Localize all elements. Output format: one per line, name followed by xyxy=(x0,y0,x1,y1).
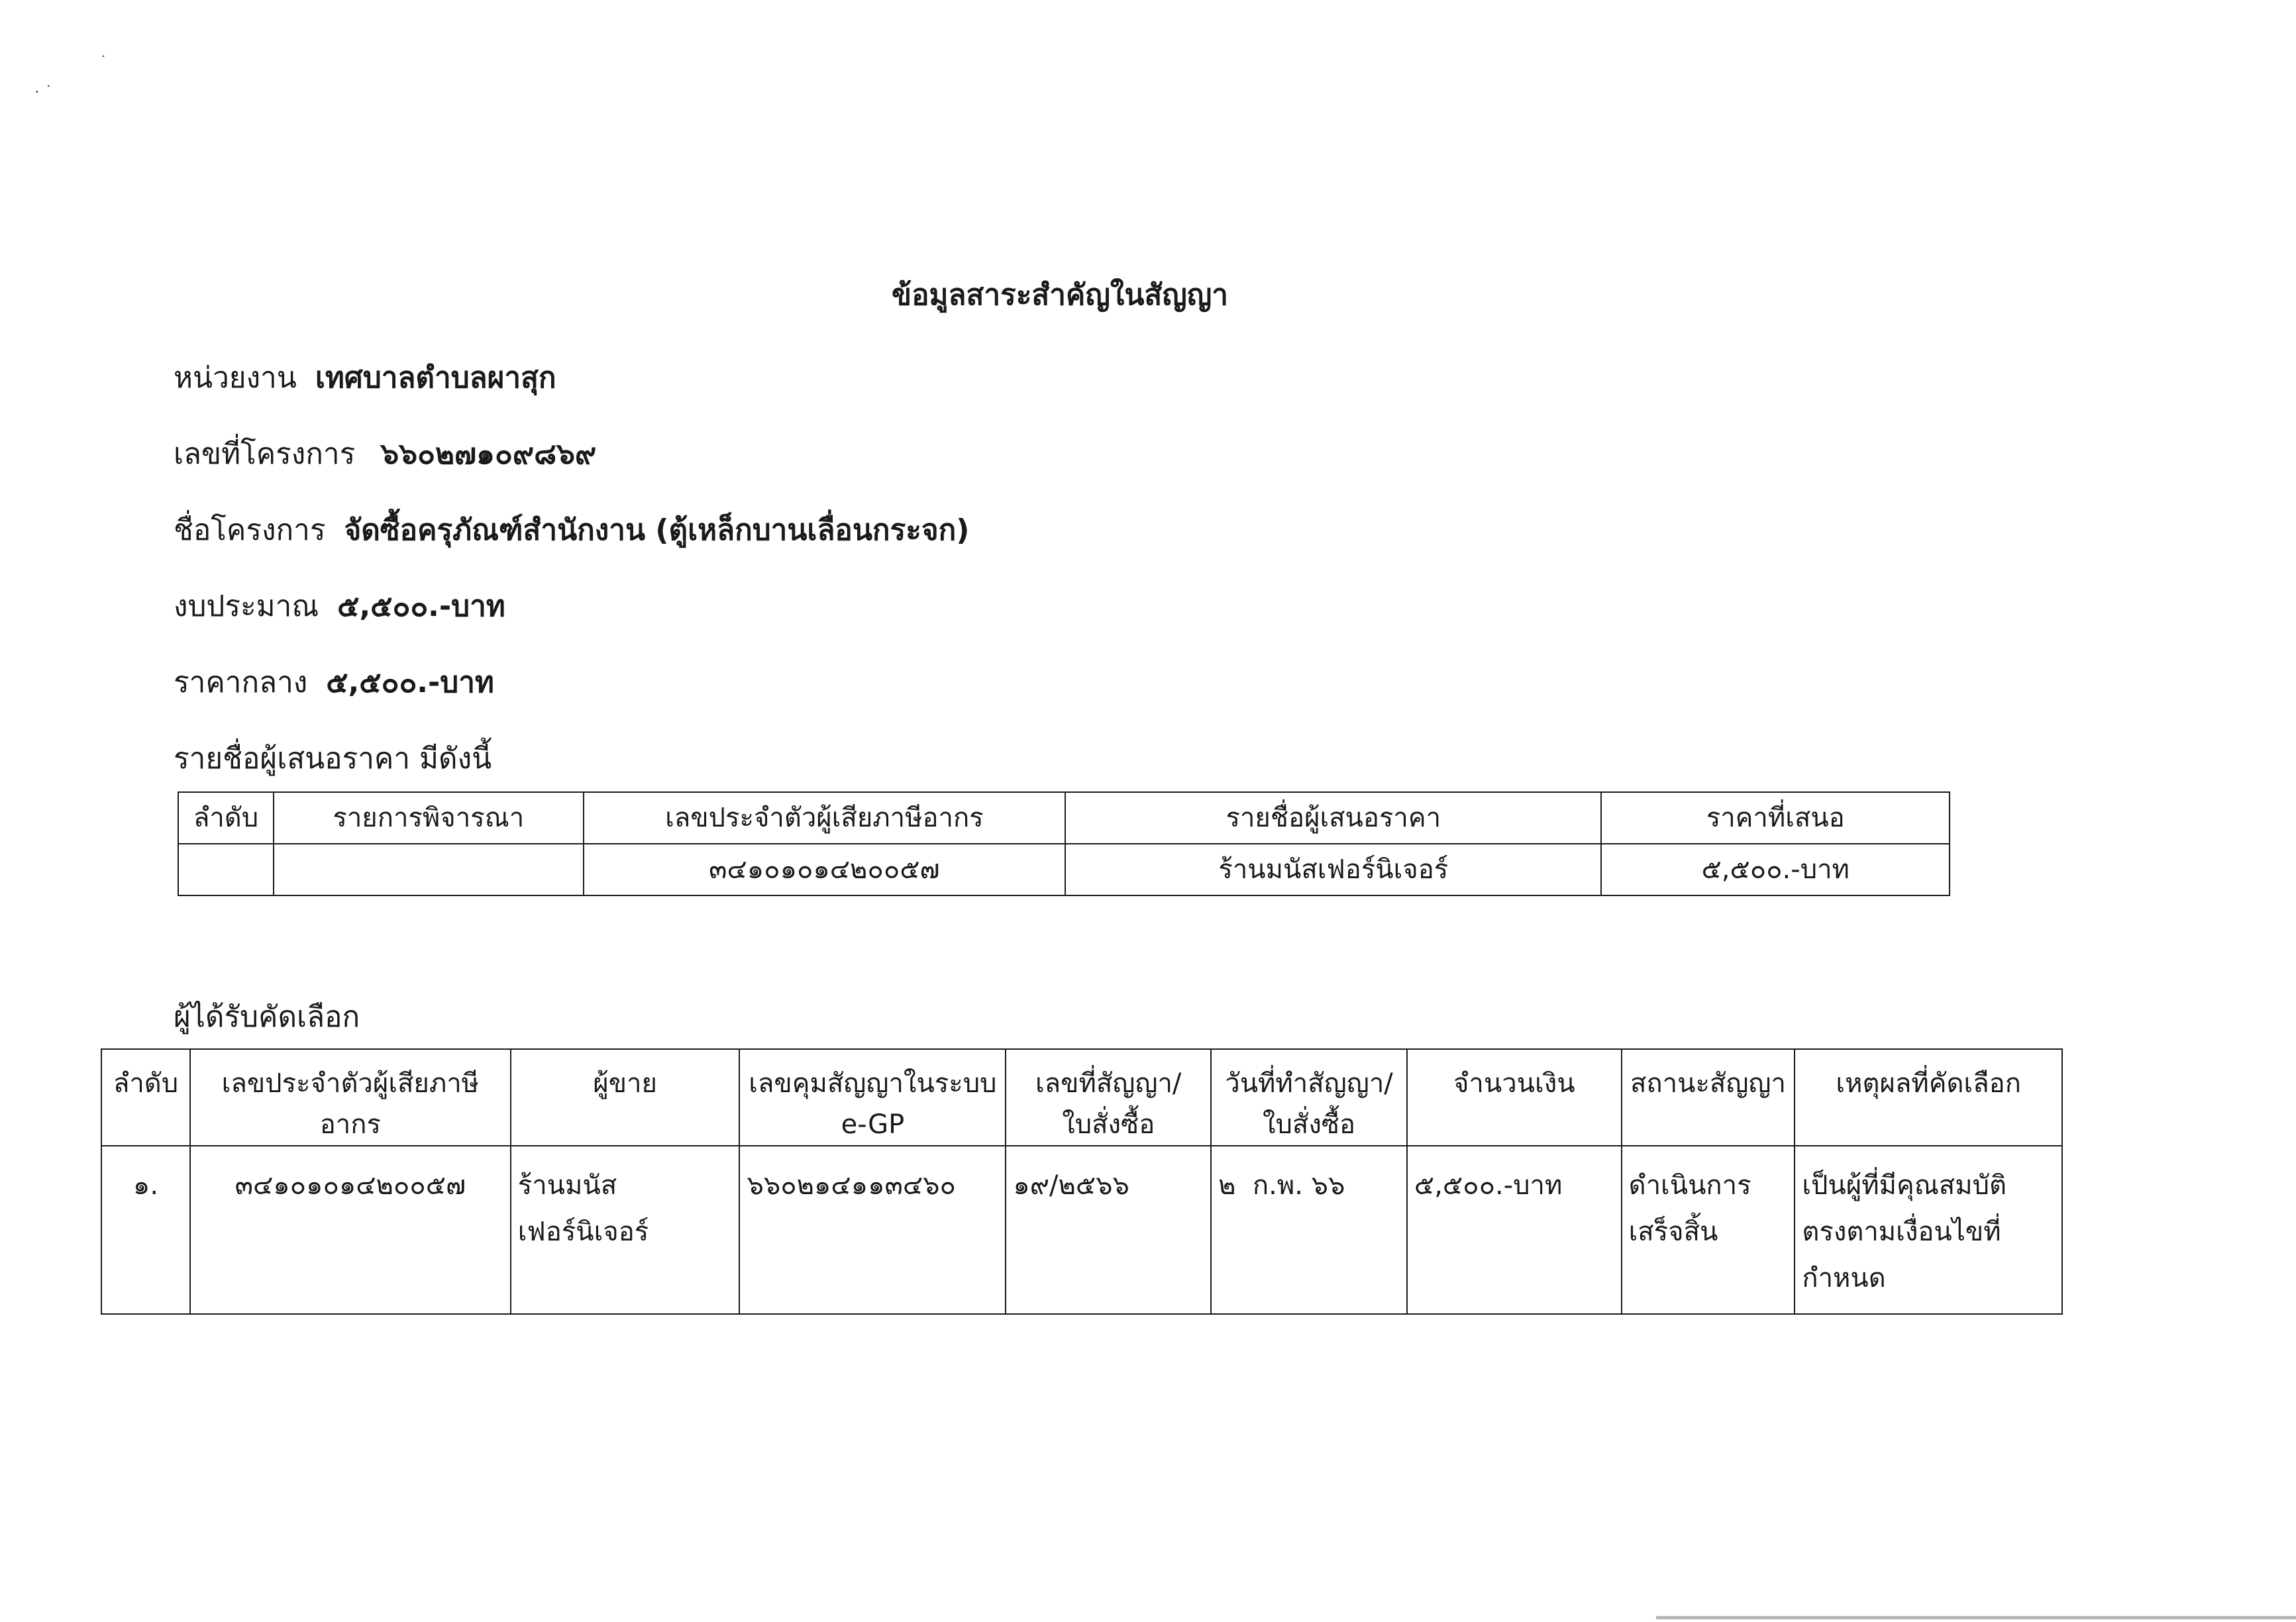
project-name-label: ชื่อโครงการ xyxy=(174,513,326,547)
page-title: ข้อมูลสาระสำคัญในสัญญา xyxy=(892,278,1228,312)
header-no: ลำดับ xyxy=(178,792,274,844)
seller-line1: ร้านมนัส xyxy=(517,1170,617,1201)
header-egp-no xyxy=(739,1049,1006,1146)
bidders-heading: รายชื่อผู้เสนอราคา มีดังนี้ xyxy=(174,742,492,776)
agency-value: เทศบาลตำบลผาสุก xyxy=(315,361,556,395)
header-egp-line2: e-GP xyxy=(841,1109,905,1140)
cell-contract-no: ๑๙/๒๕๖๖ xyxy=(1006,1146,1211,1314)
median-price-label: ราคากลาง xyxy=(174,666,308,699)
bidders-table xyxy=(178,791,1950,896)
reason-line1: เป็นผู้ที่มีคุณสมบัติ xyxy=(1802,1170,2007,1201)
agency-line xyxy=(174,354,556,401)
median-price-line xyxy=(174,659,494,705)
header-reason: เหตุผลที่คัดเลือก xyxy=(1795,1049,2062,1146)
header-tax-id: เลขประจำตัวผู้เสียภาษีอากร xyxy=(190,1049,511,1146)
scan-speck: ˙ xyxy=(99,53,107,72)
status-line2: เสร็จสิ้น xyxy=(1628,1217,1718,1247)
header-price: ราคาที่เสนอ xyxy=(1601,792,1950,844)
cell-amount: ๕,๕๐๐.-บาท xyxy=(1407,1146,1622,1314)
header-contract-line2: ใบสั่งซื้อ xyxy=(1062,1109,1155,1140)
project-name-line xyxy=(174,507,969,553)
cell-tax-id: ๓๔๑๐๑๐๑๔๒๐๐๕๗ xyxy=(584,844,1066,895)
header-item: รายการพิจารณา xyxy=(274,792,584,844)
project-no-value: ๖๖๐๒๗๑๐๙๘๖๙ xyxy=(380,437,597,471)
header-contract-no xyxy=(1006,1049,1211,1146)
cell-bidder: ร้านมนัสเฟอร์นิเจอร์ xyxy=(1065,844,1601,895)
header-seller: ผู้ขาย xyxy=(511,1049,740,1146)
header-bidder: รายชื่อผู้เสนอราคา xyxy=(1065,792,1601,844)
cell-contract-date: ๒ ก.พ. ๖๖ xyxy=(1211,1146,1407,1314)
cell-status xyxy=(1622,1146,1795,1314)
header-date-line2: ใบสั่งซื้อ xyxy=(1262,1109,1356,1140)
header-contract-line1: เลขที่สัญญา/ xyxy=(1035,1068,1182,1099)
budget-value: ๕,๕๐๐.-บาท xyxy=(337,589,505,623)
header-date-line1: วันที่ทำสัญญา/ xyxy=(1225,1068,1393,1099)
header-status: สถานะสัญญา xyxy=(1622,1049,1795,1146)
table-row xyxy=(101,1146,2062,1314)
cell-price: ๕,๕๐๐.-บาท xyxy=(1601,844,1950,895)
table-header-row xyxy=(101,1049,2062,1146)
cell-egp-no: ๖๖๐๒๑๔๑๑๓๔๖๐ xyxy=(739,1146,1006,1314)
project-name-value: จัดซื้อครุภัณฑ์สำนักงาน (ตู้เหล็กบานเลื่อนกระจก) xyxy=(344,513,970,547)
scan-speck: · ˙ xyxy=(34,83,53,101)
scan-edge-line xyxy=(1656,1616,2296,1619)
cell-seller xyxy=(511,1146,740,1314)
agency-label: หน่วยงาน xyxy=(174,361,297,395)
reason-line2: ตรงตามเงื่อนไขที่ xyxy=(1802,1217,2001,1247)
table-row xyxy=(178,844,1950,895)
project-no-line xyxy=(174,431,596,477)
project-no-label: เลขที่โครงการ xyxy=(174,437,356,471)
header-egp-line1: เลขคุมสัญญาในระบบ xyxy=(749,1068,997,1099)
winner-table xyxy=(101,1048,2063,1315)
header-tax-id: เลขประจำตัวผู้เสียภาษีอากร xyxy=(584,792,1066,844)
header-no: ลำดับ xyxy=(101,1049,190,1146)
table-header-row xyxy=(178,792,1950,844)
cell-item xyxy=(274,844,584,895)
cell-reason xyxy=(1795,1146,2062,1314)
cell-no: ๑. xyxy=(101,1146,190,1314)
header-amount: จำนวนเงิน xyxy=(1407,1049,1622,1146)
status-line1: ดำเนินการ xyxy=(1628,1170,1751,1201)
winner-heading: ผู้ได้รับคัดเลือก xyxy=(174,1000,360,1034)
cell-tax-id: ๓๔๑๐๑๐๑๔๒๐๐๕๗ xyxy=(190,1146,511,1314)
header-contract-date xyxy=(1211,1049,1407,1146)
median-price-value: ๕,๕๐๐.-บาท xyxy=(326,666,494,699)
reason-line3: กำหนด xyxy=(1802,1263,1886,1293)
budget-label: งบประมาณ xyxy=(174,589,319,623)
seller-line2: เฟอร์นิเจอร์ xyxy=(517,1217,649,1247)
cell-no xyxy=(178,844,274,895)
budget-line xyxy=(174,583,505,629)
